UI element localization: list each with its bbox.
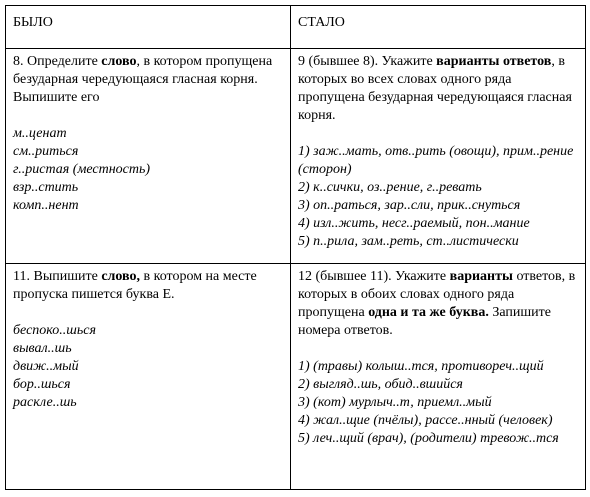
word-item: беспоко..шься bbox=[13, 323, 96, 338]
option-item: 1) (травы) колыш..тся, противореч..щий bbox=[298, 359, 544, 374]
word-item: взр..стить bbox=[13, 180, 79, 195]
task12-cell bbox=[291, 264, 586, 490]
option-item: 4) изл..жить, несг..раемый, пон..мание bbox=[298, 216, 530, 231]
comparison-table bbox=[5, 5, 586, 490]
task11-text: 11. Выпишите слово, в котором на месте пропуска пишется буква Е. bbox=[13, 269, 257, 302]
table-row bbox=[6, 49, 586, 264]
word-item: вывал..шь bbox=[13, 341, 72, 356]
table-row bbox=[6, 264, 586, 490]
header-row bbox=[6, 6, 586, 49]
option-item: 5) леч..щий (врач), (родители) тревож..тся bbox=[298, 431, 559, 446]
option-item: 4) жал..щие (пчёлы), рассе..нный (человек) bbox=[298, 413, 553, 428]
word-item: раскле..шь bbox=[13, 395, 77, 410]
option-item: 1) заж..мать, отв..рить (овощи), прим..рение (сторон) bbox=[298, 144, 574, 177]
header-after: СТАЛО bbox=[291, 6, 586, 49]
option-item: 2) к..сички, оз..рение, г..ревать bbox=[298, 180, 482, 195]
option-item: 3) оп..раться, зар..сли, прик..снуться bbox=[298, 198, 521, 213]
task8-cell bbox=[6, 49, 291, 264]
option-item: 5) п..рила, зам..реть, ст..листически bbox=[298, 234, 519, 249]
task12-text: 12 (бывшее 11). Укажите варианты ответов, в которых в обоих словах одного ряда пропущена одна и та же буква. Запишите номера ответов. bbox=[298, 269, 576, 338]
word-item: м..ценат bbox=[13, 126, 67, 141]
task9-text: 9 (бывшее 8). Укажите варианты ответов, в которых во всех словах одного ряда пропущена безударная чередующаяся гласная корня. bbox=[298, 54, 572, 123]
option-item: 2) выгляд..шь, обид..вшийся bbox=[298, 377, 463, 392]
word-item: комп..нент bbox=[13, 198, 79, 213]
task8-text: 8. Определите слово, в котором пропущена безударная чередующаяся гласная корня. Выпишите его bbox=[13, 54, 273, 105]
word-item: движ..мый bbox=[13, 359, 79, 374]
word-item: бор..шься bbox=[13, 377, 71, 392]
word-item: г..ристая (местность) bbox=[13, 162, 151, 177]
header-before: БЫЛО bbox=[6, 6, 291, 49]
task9-cell bbox=[291, 49, 586, 264]
word-item: см..риться bbox=[13, 144, 79, 159]
task11-cell bbox=[6, 264, 291, 490]
option-item: 3) (кот) мурлыч..т, приемл..мый bbox=[298, 395, 492, 410]
